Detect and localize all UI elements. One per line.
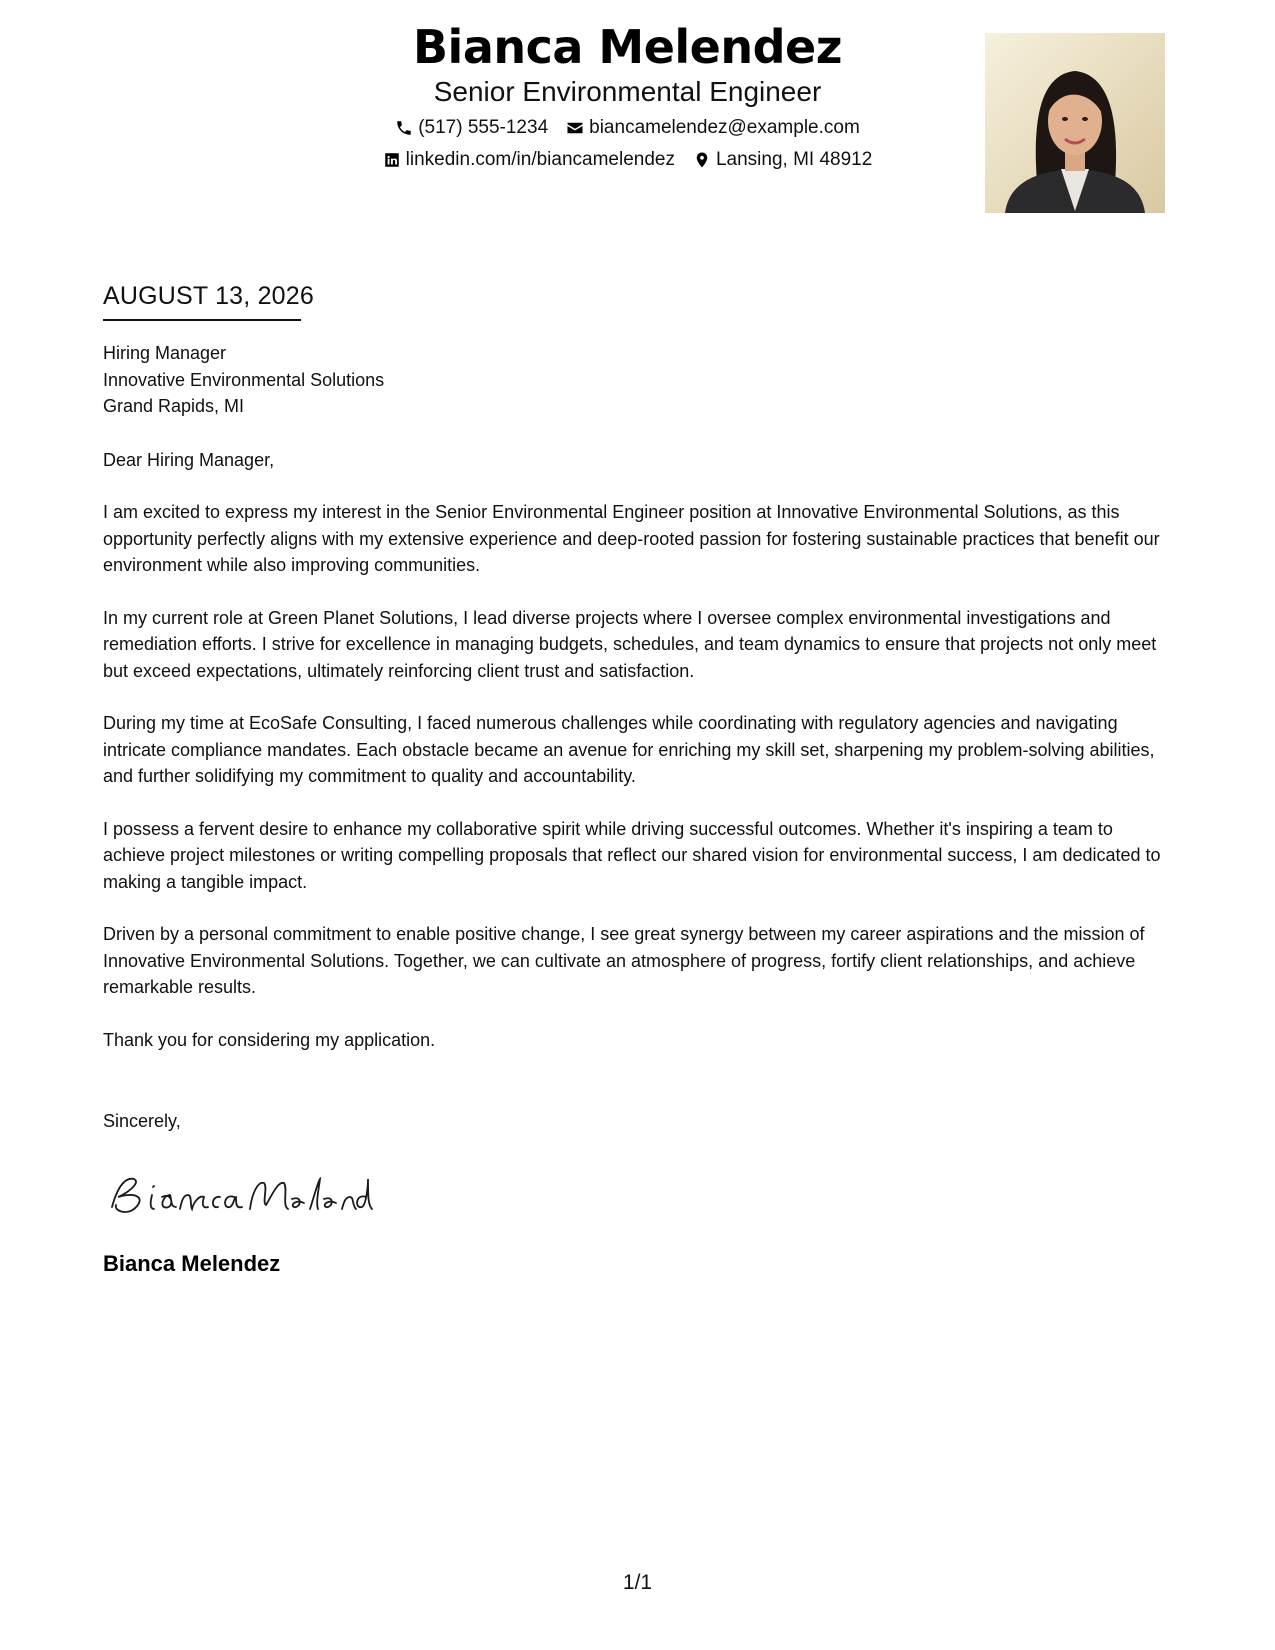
- applicant-title: Senior Environmental Engineer: [433, 76, 822, 107]
- linkedin-text: linkedin.com/in/biancamelendez: [405, 149, 675, 170]
- signer-name: Bianca Melendez: [103, 1251, 281, 1276]
- location-text: Lansing, MI 48912: [715, 149, 873, 170]
- body-paragraph: I am excited to express my interest in the Senior Environmental Engineer position at Innovative Environmental Solutions, as this opportunity perfectly aligns with my extensive experience and deep-rooted passion for fostering sustainable practices that benefit our environment while also improving communities.: [103, 502, 1160, 575]
- portrait-image: [985, 33, 1165, 213]
- recipient-location: Grand Rapids, MI: [103, 396, 245, 416]
- envelope-icon: [566, 119, 584, 137]
- body-paragraph: Driven by a personal commitment to enable positive change, I see great synergy between my career aspirations and the mission of Innovative Environmental Solutions. Together, we can cultivate an atmosphere of progress, fortify client relationships, and achieve remarkable results.: [103, 924, 1145, 997]
- contact-location: [693, 147, 872, 173]
- date-underline: [103, 319, 301, 321]
- phone-icon: [395, 119, 413, 137]
- body-paragraph: During my time at EcoSafe Consulting, I faced numerous challenges while coordinating with regulatory agencies and navigating intricate compliance mandates. Each obstacle became an avenue for enriching my skill set, sharpening my problem-solving abilities, and further solidifying my commitment to quality and accountability.: [103, 713, 1155, 786]
- applicant-name: Bianca Melendez: [412, 20, 843, 74]
- contact-phone: [395, 115, 548, 141]
- contact-linkedin[interactable]: [383, 147, 675, 173]
- contact-email[interactable]: [566, 115, 860, 141]
- page-number: 1/1: [622, 1571, 653, 1594]
- profile-photo: [985, 33, 1165, 213]
- recipient-block: [103, 340, 1173, 420]
- signature-drawing: [104, 1165, 374, 1225]
- handwritten-signature: [104, 1165, 374, 1225]
- map-marker-icon: [693, 151, 711, 169]
- body-paragraph: In my current role at Green Planet Solutions, I lead diverse projects where I oversee complex environmental investigations and remediation efforts. I strive for excellence in managing budgets, schedules, and team dynamics to ensure that projects not only meet but exceed expectations, ultimately reinforcing client trust and satisfaction.: [103, 607, 1157, 681]
- letter-body: [103, 340, 1173, 1053]
- recipient-company: Innovative Environmental Solutions: [103, 369, 385, 390]
- recipient-title: Hiring Manager: [103, 343, 227, 363]
- body-paragraph: I possess a fervent desire to enhance my collaborative spirit while driving successful outcomes. Whether it's inspiring a team to achieve project milestones or writing compelling proposals that reflect our shared vision for environmental success, I am dedicated to making a tangible impact.: [103, 818, 1161, 892]
- email-text: biancamelendez@example.com: [589, 117, 860, 138]
- salutation: Dear Hiring Manager,: [103, 449, 275, 470]
- closing-line: Sincerely,: [103, 1111, 181, 1131]
- linkedin-icon: [383, 151, 401, 169]
- phone-text: (517) 555-1234: [418, 117, 549, 138]
- body-paragraph: Thank you for considering my application.: [103, 1029, 436, 1050]
- letter-date: AUGUST 13, 2026: [103, 282, 314, 310]
